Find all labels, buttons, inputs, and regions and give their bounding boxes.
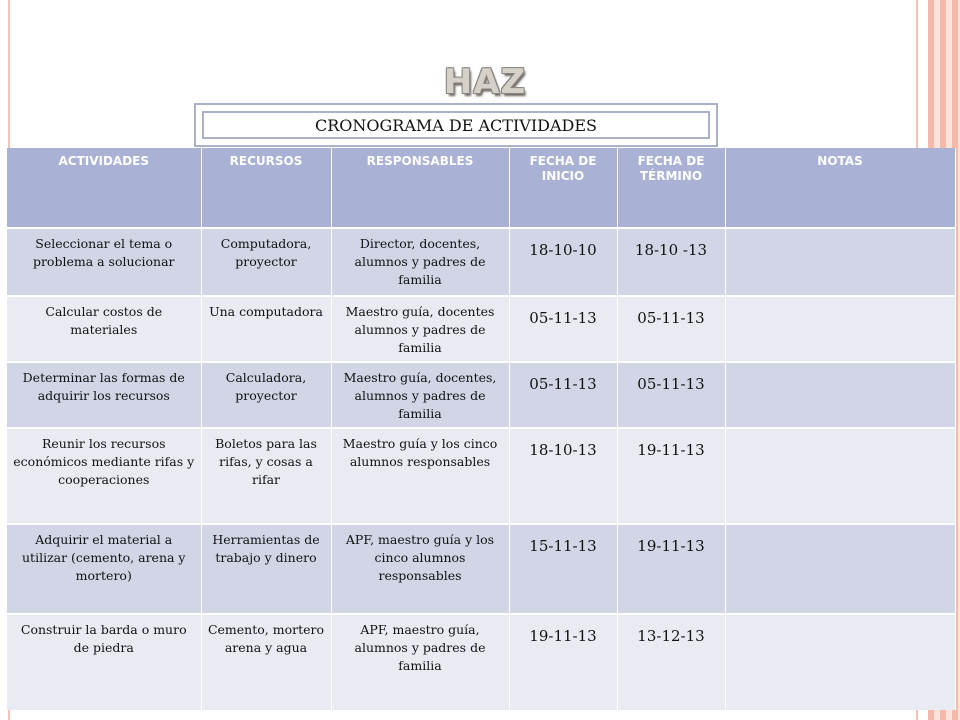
cell-responsables: APF, maestro guía y los cinco alumnos responsables xyxy=(331,524,509,614)
cell-fecha-termino: 13-12-13 xyxy=(617,614,725,710)
cell-fecha-termino: 19-11-13 xyxy=(617,524,725,614)
cell-notas xyxy=(725,428,955,524)
cell-actividad: Calcular costos de materiales xyxy=(7,296,201,362)
cell-responsables: Maestro guía, docentes, alumnos y padres de familia xyxy=(331,362,509,428)
cell-actividad: Construir la barda o muro de piedra xyxy=(7,614,201,710)
cell-recursos: Boletos para las rifas, y cosas a rifar xyxy=(201,428,331,524)
table-header-row xyxy=(7,148,955,228)
cell-recursos: Calculadora, proyector xyxy=(201,362,331,428)
cell-actividad: Seleccionar el tema o problema a solucionar xyxy=(7,228,201,296)
subtitle-box xyxy=(194,103,718,147)
cell-notas xyxy=(725,228,955,296)
cell-notas xyxy=(725,614,955,710)
cell-fecha-termino: 19-11-13 xyxy=(617,428,725,524)
cell-notas xyxy=(725,362,955,428)
slide-title: HAZ xyxy=(443,62,527,102)
cell-fecha-inicio: 15-11-13 xyxy=(509,524,617,614)
cell-notas xyxy=(725,524,955,614)
header-actividades: ACTIVIDADES xyxy=(7,148,201,228)
cell-fecha-termino: 05-11-13 xyxy=(617,296,725,362)
cell-notas xyxy=(725,296,955,362)
cell-responsables: APF, maestro guía, alumnos y padres de familia xyxy=(331,614,509,710)
cell-responsables: Maestro guía y los cinco alumnos responsables xyxy=(331,428,509,524)
cell-actividad: Reunir los recursos económicos mediante rifas y cooperaciones xyxy=(7,428,201,524)
cell-actividad: Adquirir el material a utilizar (cemento, arena y mortero) xyxy=(7,524,201,614)
cell-fecha-termino: 05-11-13 xyxy=(617,362,725,428)
header-responsables: RESPONSABLES xyxy=(331,148,509,228)
cell-fecha-inicio: 19-11-13 xyxy=(509,614,617,710)
table-row xyxy=(7,614,955,710)
table-row xyxy=(7,296,955,362)
cell-fecha-termino: 18-10 -13 xyxy=(617,228,725,296)
header-recursos: RECURSOS xyxy=(201,148,331,228)
cell-recursos: Herramientas de trabajo y dinero xyxy=(201,524,331,614)
header-notas: NOTAS xyxy=(725,148,955,228)
subtitle-text: CRONOGRAMA DE ACTIVIDADES xyxy=(202,111,710,139)
cell-recursos: Una computadora xyxy=(201,296,331,362)
cell-responsables: Maestro guía, docentes alumnos y padres de familia xyxy=(331,296,509,362)
table-row xyxy=(7,362,955,428)
cell-fecha-inicio: 18-10-10 xyxy=(509,228,617,296)
cell-fecha-inicio: 18-10-13 xyxy=(509,428,617,524)
table-row xyxy=(7,428,955,524)
header-fecha-inicio: FECHA DE INICIO xyxy=(509,148,617,228)
table-row xyxy=(7,228,955,296)
cell-recursos: Computadora, proyector xyxy=(201,228,331,296)
header-fecha-termino: FECHA DE TÉRMINO xyxy=(617,148,725,228)
cell-fecha-inicio: 05-11-13 xyxy=(509,362,617,428)
schedule-table xyxy=(7,148,956,710)
cell-actividad: Determinar las formas de adquirir los recursos xyxy=(7,362,201,428)
cell-fecha-inicio: 05-11-13 xyxy=(509,296,617,362)
cell-responsables: Director, docentes, alumnos y padres de familia xyxy=(331,228,509,296)
cell-recursos: Cemento, mortero arena y agua xyxy=(201,614,331,710)
table-row xyxy=(7,524,955,614)
